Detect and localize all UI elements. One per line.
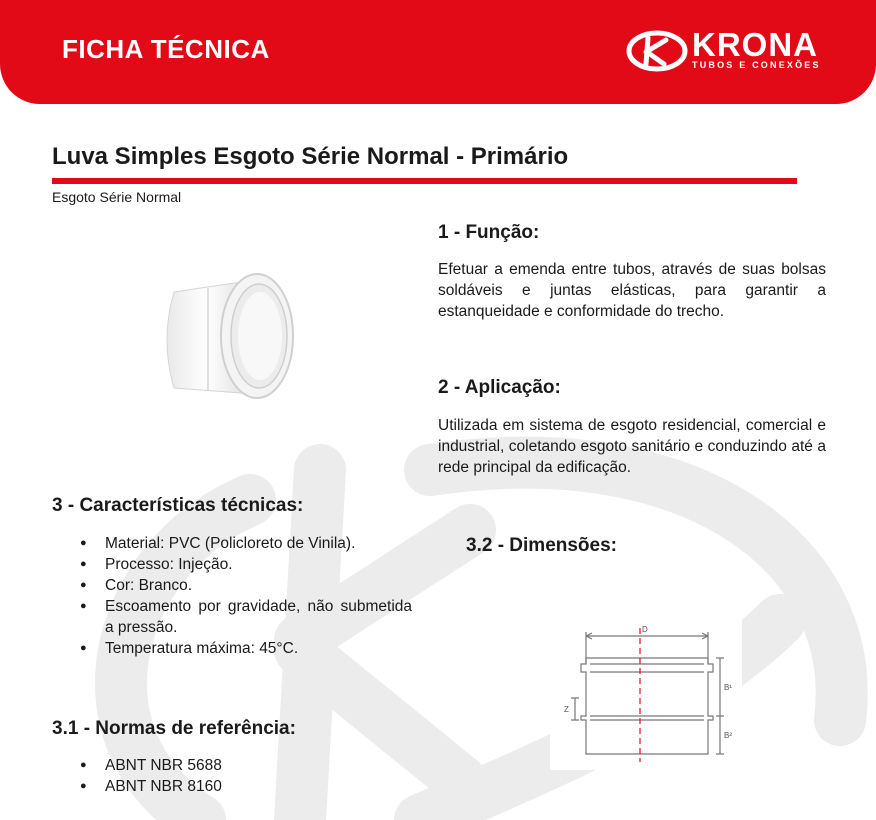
krona-logo-icon — [626, 30, 688, 72]
section-dimensoes-heading: 3.2 - Dimensões: — [466, 535, 617, 556]
brand-name: KRONA — [692, 26, 818, 63]
section-funcao-text: Efetuar a emenda entre tubos, através de suas bolsas soldáveis e juntas elásticas, para garantir a estanqueidade e conformidade do trecho. — [438, 261, 826, 320]
dimension-label-z: Z — [564, 705, 569, 714]
list-item: ● Escoamento por gravidade, não submetida a pressão. — [52, 596, 412, 638]
section-aplicacao-heading: 2 - Aplicação: — [438, 377, 561, 398]
section-normas-heading: 3.1 - Normas de referência: — [52, 718, 296, 739]
brand-tagline: TUBOS E CONEXÕES — [692, 60, 821, 70]
section-funcao-heading: 1 - Função: — [438, 222, 540, 243]
dimension-diagram — [550, 620, 742, 770]
section-aplicacao-text: Utilizada em sistema de esgoto residencial, comercial e industrial, coletando esgoto sanitário e conduzindo até a rede principal da edificação. — [438, 417, 826, 476]
dimension-label-b1: B¹ — [724, 683, 732, 692]
product-image — [160, 262, 310, 412]
list-item: ● ABNT NBR 5688 — [52, 755, 412, 776]
dimension-label-b2: B² — [724, 731, 732, 740]
title-divider — [52, 178, 797, 184]
page-title: Luva Simples Esgoto Série Normal - Primário — [52, 143, 569, 170]
list-item: ● Temperatura máxima: 45°C. — [52, 638, 412, 659]
list-item: ● Processo: Injeção. — [52, 554, 412, 575]
list-item: ● Cor: Branco. — [52, 575, 412, 596]
section-caracteristicas-heading: 3 - Características técnicas: — [52, 495, 304, 516]
caracteristicas-list — [52, 533, 412, 659]
normas-list — [52, 755, 412, 797]
krona-logo — [626, 26, 836, 76]
dimension-label-d: D — [642, 625, 648, 634]
header-title: FICHA TÉCNICA — [62, 34, 270, 64]
list-item: ● ABNT NBR 8160 — [52, 776, 412, 797]
header-banner — [0, 0, 876, 104]
page-subtitle: Esgoto Série Normal — [52, 189, 182, 205]
list-item: ● Material: PVC (Policloreto de Vinila). — [52, 533, 412, 554]
